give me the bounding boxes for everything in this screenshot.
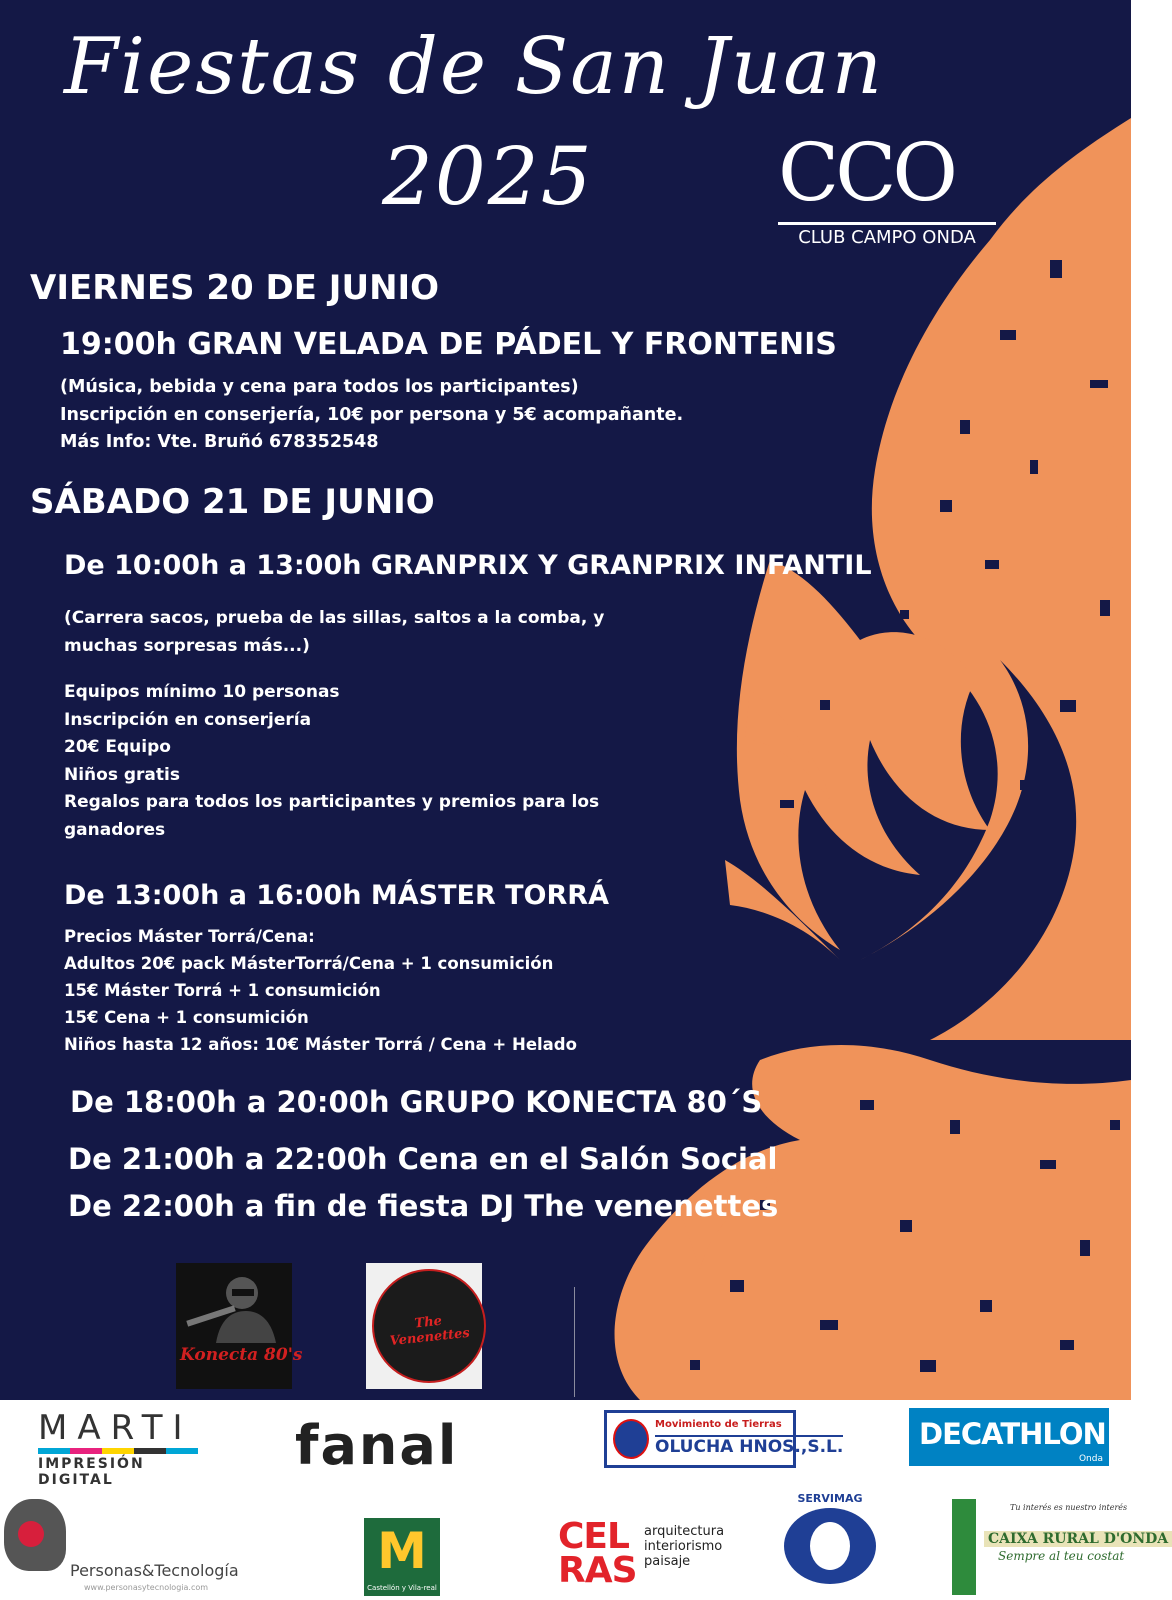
servimag-emblem-icon: [784, 1508, 876, 1584]
mcdonalds-location: Castellón y Vila-real: [367, 1584, 437, 1592]
detail-line: Niños gratis: [64, 764, 180, 785]
decathlon-wordmark: DECATHLON: [919, 1417, 1106, 1451]
poster-year: 2025: [382, 130, 594, 223]
marti-wordmark: MARTI: [38, 1408, 193, 1448]
venenettes-badge: [372, 1269, 486, 1383]
sponsor-strip: [0, 1400, 1169, 1600]
detail-line: muchas sorpresas más...): [64, 635, 310, 656]
price-line: Adultos 20€ pack MásterTorrá/Cena + 1 consumición: [64, 954, 554, 973]
shield-icon: [952, 1499, 976, 1595]
decathlon-logo: [909, 1408, 1109, 1466]
mcdonalds-logo: [364, 1518, 440, 1596]
price-line: 15€ Cena + 1 consumición: [64, 1008, 309, 1027]
olucha-tagline: Movimiento de Tierras: [655, 1419, 782, 1430]
celras-logo: [558, 1516, 728, 1594]
service-line: paisaje: [644, 1554, 691, 1569]
celras-wordmark: [558, 1516, 637, 1591]
evening-event: De 21:00h a 22:00h Cena en el Salón Social: [68, 1142, 778, 1176]
evening-event: De 22:00h a fin de fiesta DJ The venenettes: [68, 1189, 779, 1223]
decathlon-location: Onda: [1078, 1454, 1103, 1464]
detail-line: (Música, bebida y cena para todos los participantes): [60, 377, 579, 397]
price-line: Precios Máster Torrá/Cena:: [64, 927, 315, 946]
detail-line: ganadores: [64, 819, 166, 840]
granprix-details: [64, 679, 599, 844]
detail-line: 20€ Equipo: [64, 737, 171, 757]
friday-heading: VIERNES 20 DE JUNIO: [30, 268, 440, 308]
konecta-wordmark: Konecta 80's: [180, 1345, 303, 1365]
servimag-wordmark: SERVIMAG: [797, 1492, 863, 1505]
service-line: interiorismo: [644, 1539, 723, 1554]
performer-silhouette: [176, 1263, 292, 1343]
poster-title: Fiestas de San Juan: [64, 22, 885, 112]
konecta-band-logo: [176, 1263, 303, 1389]
master-title: De 13:00h a 16:00h MÁSTER TORRÁ: [64, 880, 609, 911]
marti-logo: [38, 1408, 208, 1488]
celras-mark-line: CEL: [558, 1516, 629, 1557]
olucha-name: OLUCHA HNOS.,S.L.: [655, 1437, 844, 1457]
friday-event: 19:00h GRAN VELADA DE PÁDEL Y FRONTENIS: [60, 327, 837, 362]
detail-line: Inscripción en conserjería, 10€ por persona y 5€ acompañante.: [60, 404, 684, 425]
marti-tagline: IMPRESIÓN DIGITAL: [38, 1456, 145, 1488]
service-line: arquitectura: [644, 1524, 725, 1539]
price-line: Niños hasta 12 años: 10€ Máster Torrá / Cena + Helado: [64, 1035, 577, 1054]
caixa-tagline: Tu interés es nuestro interés: [1010, 1503, 1128, 1512]
personas-url: www.personasytecnologia.com: [84, 1583, 209, 1592]
detail-line: (Carrera sacos, prueba de las sillas, saltos a la comba, y: [64, 608, 605, 628]
servimag-logo: [780, 1492, 880, 1592]
celras-mark-line: RAS: [558, 1550, 637, 1591]
olucha-emblem-icon: [613, 1419, 649, 1459]
olucha-logo: [604, 1410, 844, 1468]
golden-arches-icon: M: [377, 1522, 427, 1580]
detail-line: Inscripción en conserjería: [64, 709, 312, 730]
celras-services: [644, 1524, 724, 1569]
friday-details: [60, 374, 683, 457]
fanal-logo: fanal: [295, 1414, 459, 1477]
club-name: CLUB CAMPO ONDA: [778, 222, 996, 248]
detail-line: Más Info: Vte. Bruñó 678352548: [60, 432, 379, 452]
personas-wordmark: Personas&Tecnología: [70, 1561, 239, 1580]
brain-dot-icon: [18, 1521, 44, 1547]
caixa-slogan: Sempre al teu costat: [998, 1549, 1125, 1563]
granprix-title: De 10:00h a 13:00h GRANPRIX Y GRANPRIX INFANTIL: [64, 550, 872, 581]
venenettes-wordmark: The Venenettes: [389, 1313, 471, 1350]
venenettes-band-logo: [366, 1263, 482, 1389]
club-logo: [748, 118, 1003, 258]
caixa-wordmark: CAIXA RURAL D'ONDA: [984, 1531, 1172, 1547]
personas-logo: [0, 1495, 240, 1595]
price-line: 15€ Máster Torrá + 1 consumición: [64, 981, 381, 1000]
color-bar: [38, 1448, 198, 1454]
saturday-heading: SÁBADO 21 DE JUNIO: [30, 482, 435, 522]
club-monogram: CCO: [778, 126, 955, 219]
detail-line: Regalos para todos los participantes y premios para los: [64, 792, 600, 812]
master-prices: [64, 923, 577, 1058]
divider: [574, 1287, 575, 1397]
head-icon: [4, 1499, 66, 1571]
caixa-rural-logo: [950, 1495, 1169, 1595]
evening-event: De 18:00h a 20:00h GRUPO KONECTA 80´S: [70, 1085, 763, 1119]
detail-line: Equipos mínimo 10 personas: [64, 682, 340, 702]
granprix-intro: [64, 605, 604, 660]
